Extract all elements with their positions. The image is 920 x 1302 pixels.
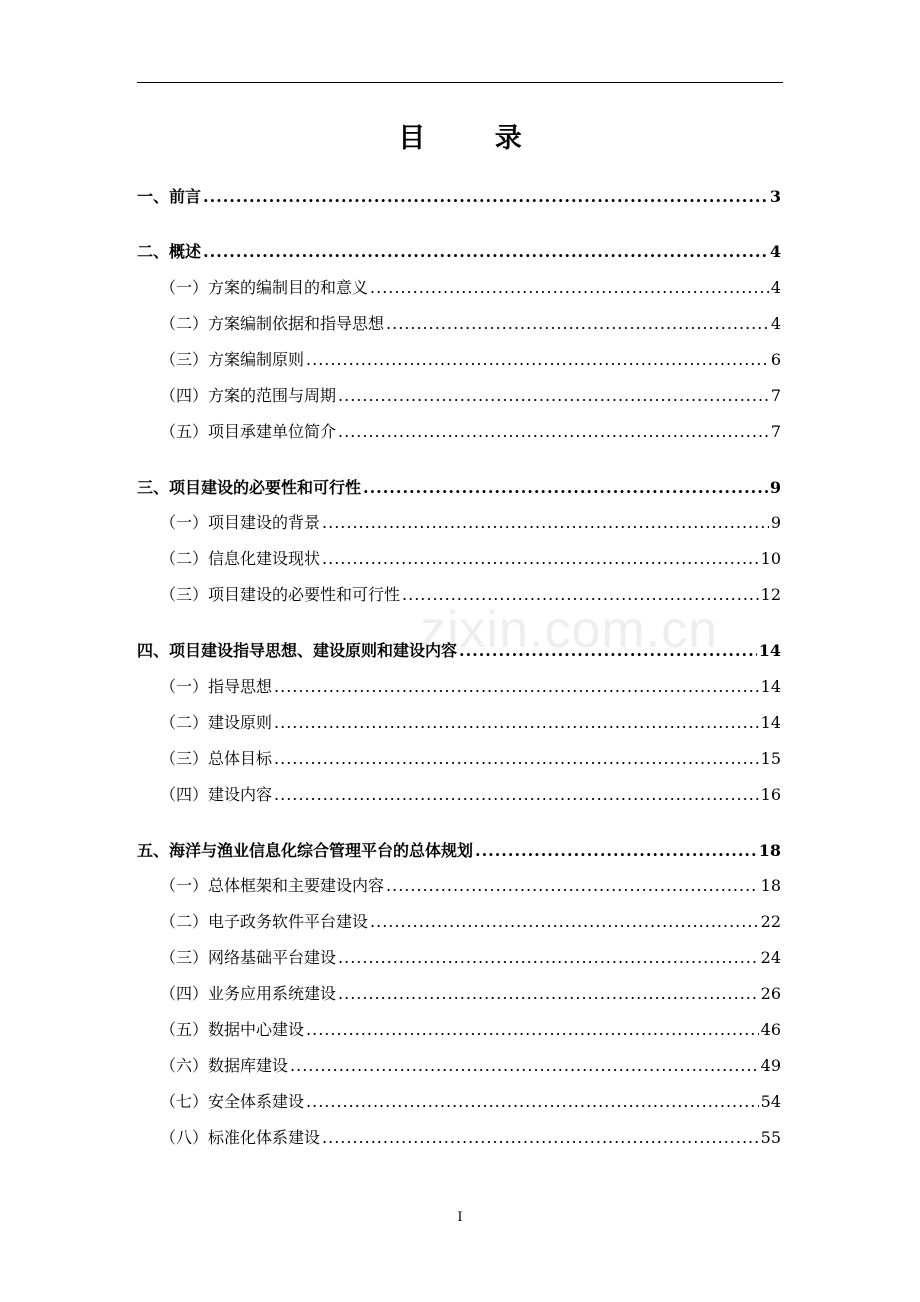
toc-label: （三）方案编制原则: [160, 350, 305, 369]
toc-leader: [322, 549, 759, 569]
toc-page: 14: [760, 677, 781, 696]
toc-leader: [475, 841, 757, 861]
toc-leader: [459, 641, 757, 661]
toc-entry[interactable]: [137, 350, 781, 370]
toc-leader: [274, 749, 759, 769]
toc-page: 18: [760, 876, 781, 895]
toc-entry[interactable]: [137, 386, 781, 406]
toc-leader: [338, 948, 759, 968]
toc-leader: [402, 585, 759, 605]
toc-leader: [274, 677, 759, 697]
toc-entry[interactable]: [137, 984, 781, 1004]
toc-entry[interactable]: [137, 187, 781, 207]
toc-leader: [306, 350, 769, 370]
toc-leader: [290, 1056, 759, 1076]
toc-page: 55: [760, 1128, 781, 1147]
toc-leader: [203, 242, 768, 262]
toc-leader: [386, 314, 769, 334]
toc-page: 14: [760, 713, 781, 732]
toc-label: （四）建设内容: [160, 785, 273, 804]
toc-page: 3: [769, 187, 781, 206]
toc-page: 6: [770, 350, 781, 369]
toc-page: 7: [770, 386, 781, 405]
toc-leader: [322, 513, 769, 533]
toc-page: 4: [769, 242, 781, 261]
toc-entry[interactable]: [137, 841, 781, 861]
toc-leader: [386, 876, 759, 896]
toc-page: 14: [758, 641, 781, 660]
toc-entry[interactable]: [137, 641, 781, 661]
toc-label: （二）方案编制依据和指导思想: [160, 314, 385, 333]
toc-entry[interactable]: [137, 749, 781, 769]
toc-label: （二）信息化建设现状: [160, 549, 321, 568]
toc-entry[interactable]: [137, 948, 781, 968]
toc-label: （七）安全体系建设: [160, 1092, 305, 1111]
toc-label: 五、海洋与渔业信息化综合管理平台的总体规划: [137, 841, 474, 860]
toc-entry[interactable]: [137, 912, 781, 932]
toc-leader: [338, 984, 759, 1004]
toc-label: （三）网络基础平台建设: [160, 948, 337, 967]
toc-label: （一）方案的编制目的和意义: [160, 278, 369, 297]
page-title: 目 录: [398, 123, 552, 154]
toc-entry[interactable]: [137, 549, 781, 569]
toc-entry[interactable]: [137, 1020, 781, 1040]
toc-label: （三）项目建设的必要性和可行性: [160, 585, 401, 604]
toc-label: （八）标准化体系建设: [160, 1128, 321, 1147]
toc-entry[interactable]: [137, 1092, 781, 1112]
toc-entry[interactable]: [137, 422, 781, 442]
toc-leader: [322, 1128, 759, 1148]
header-rule: [137, 82, 783, 83]
toc-page: 54: [760, 1092, 781, 1111]
toc-entry[interactable]: [137, 242, 781, 262]
toc-label: 一、前言: [137, 187, 202, 206]
toc-page: 4: [770, 314, 781, 333]
toc-label: （一）总体框架和主要建设内容: [160, 876, 385, 895]
toc-entry[interactable]: [137, 278, 781, 298]
toc-page: 12: [760, 585, 781, 604]
toc-label: 二、概述: [137, 242, 202, 261]
footer-page-number: I: [457, 1210, 463, 1225]
toc-page: 16: [760, 785, 781, 804]
toc-leader: [363, 478, 768, 498]
toc-entry[interactable]: [137, 513, 781, 533]
watermark: zixin.com.cn: [420, 601, 719, 659]
toc-entry[interactable]: [137, 1056, 781, 1076]
toc-leader: [306, 1092, 759, 1112]
toc-label: （二）电子政务软件平台建设: [160, 912, 369, 931]
toc-leader: [274, 785, 759, 805]
toc-leader: [203, 187, 768, 207]
toc-leader: [338, 386, 769, 406]
toc-leader: [338, 422, 769, 442]
toc-page: 22: [760, 912, 781, 931]
toc-page: 7: [770, 422, 781, 441]
toc-entry[interactable]: [137, 478, 781, 498]
toc-label: 三、项目建设的必要性和可行性: [137, 478, 362, 497]
toc-page: 9: [770, 513, 781, 532]
toc-page: 49: [760, 1056, 781, 1075]
toc-label: （四）业务应用系统建设: [160, 984, 337, 1003]
toc-entry[interactable]: [137, 677, 781, 697]
toc-leader: [370, 912, 759, 932]
toc-label: （四）方案的范围与周期: [160, 386, 337, 405]
toc-page: 15: [760, 749, 781, 768]
toc-label: （一）项目建设的背景: [160, 513, 321, 532]
toc-page: 26: [760, 984, 781, 1003]
toc-page: 24: [760, 948, 781, 967]
toc-label: （六）数据库建设: [160, 1056, 289, 1075]
toc-entry[interactable]: [137, 1128, 781, 1148]
toc-page: 4: [770, 278, 781, 297]
toc-entry[interactable]: [137, 876, 781, 896]
toc-label: （一）指导思想: [160, 677, 273, 696]
toc-page: 18: [758, 841, 781, 860]
toc-label: （二）建设原则: [160, 713, 273, 732]
toc-leader: [306, 1020, 759, 1040]
toc-label: （五）项目承建单位简介: [160, 422, 337, 441]
toc-label: （三）总体目标: [160, 749, 273, 768]
toc-page: 9: [769, 478, 781, 497]
toc-entry[interactable]: [137, 785, 781, 805]
toc-page: 10: [760, 549, 781, 568]
toc-leader: [274, 713, 759, 733]
toc-label: （五）数据中心建设: [160, 1020, 305, 1039]
toc-entry[interactable]: [137, 713, 781, 733]
toc-label: 四、项目建设指导思想、建设原则和建设内容: [137, 641, 458, 660]
toc-leader: [370, 278, 769, 298]
toc-entry[interactable]: [137, 314, 781, 334]
toc-page: 46: [760, 1020, 781, 1039]
toc-entry[interactable]: [137, 585, 781, 605]
